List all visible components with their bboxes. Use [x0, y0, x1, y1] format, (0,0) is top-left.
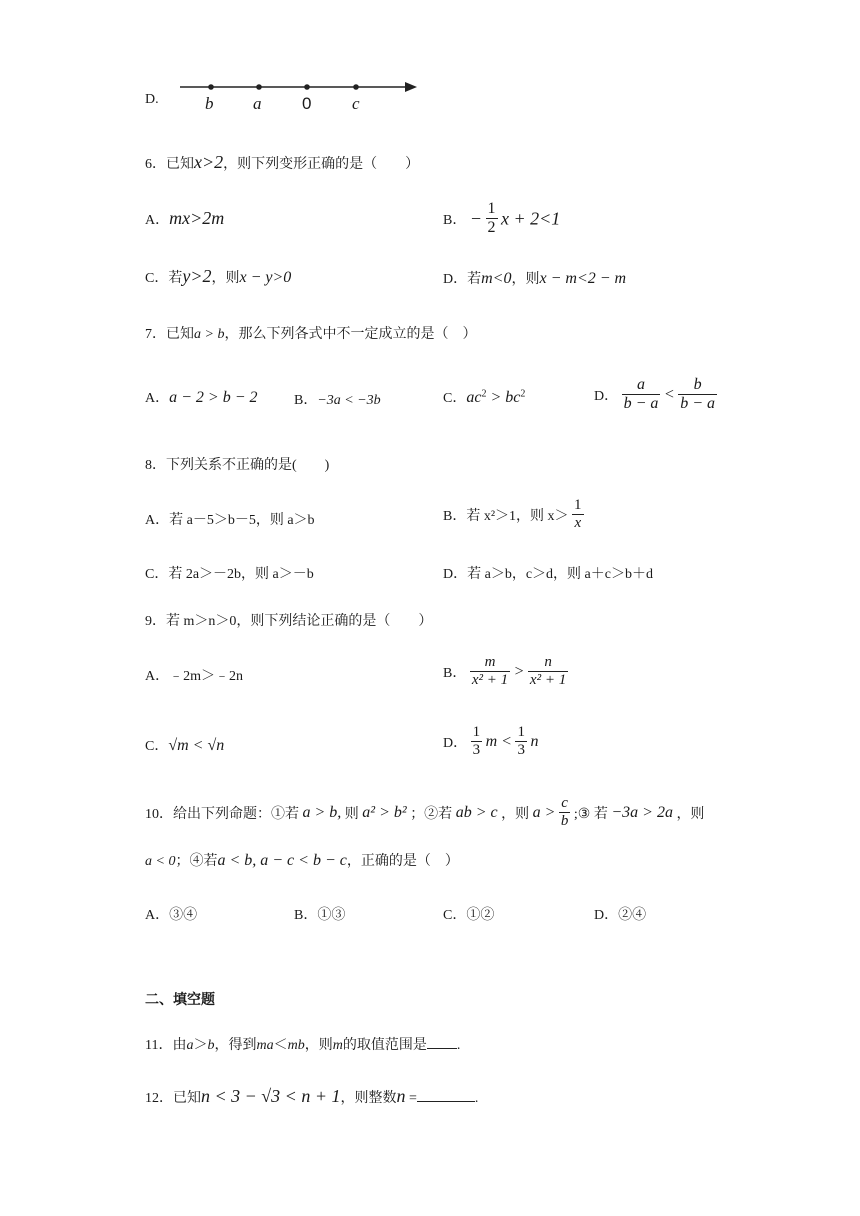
- q12-answer-blank[interactable]: [417, 1087, 475, 1102]
- q6-stem: 6．已知x>2，则下列变形正确的是（ ）: [145, 152, 420, 172]
- q10-option-a: A．③④: [145, 908, 198, 923]
- q9-stem: 9．若 m＞n＞0，则下列结论正确的是（ ）: [145, 614, 433, 629]
- q6-option-d: D．若m<0，则x − m<2 − m: [443, 270, 627, 287]
- q5-option-d-label: D.: [145, 92, 159, 107]
- q9-option-b: B． $\frac{m}{\text{x² + 1}}$ > $\frac{n}{\text{x² + 1}}$: [443, 654, 567, 689]
- number-line-point-a: [256, 84, 262, 90]
- q10-option-d: D．②④: [594, 908, 647, 923]
- q11-answer-blank[interactable]: [427, 1034, 457, 1049]
- q7-option-c: C．$ac^2 > bc^2$: [443, 388, 526, 406]
- q10-stem-line2: a < 0；④若a < b, a − c < b − c，正确的是（ ）: [145, 852, 459, 869]
- q10-stem-line1: 10．给出下列命题：①若 a > b, 则 a² > b² ；②若 ab > c ，则 a > $\frac{c}{b}$ ;③ 若 −3a > 2a ，则: [145, 795, 705, 830]
- section-title-fill-in: 二、填空题: [145, 991, 215, 1007]
- number-line-label-b: b: [205, 94, 214, 113]
- q8-stem: 8．下列关系不正确的是( ): [145, 458, 330, 473]
- number-line-point-0: [304, 84, 310, 90]
- q7-option-b: B．−3a < −3b: [294, 393, 381, 408]
- q8-option-c: C．若 2a＞－2b，则 a＞－b: [145, 567, 314, 582]
- q10-option-b: B．①③: [294, 908, 346, 923]
- q7-option-d: D． $\frac{a}{b - a}$ < $\frac{b}{b - a}$: [594, 376, 716, 413]
- q8-option-b: B．若 x²＞1，则 x＞ $\frac{1}{x}$: [443, 497, 582, 532]
- q10-option-c: C．①②: [443, 908, 495, 923]
- q9-option-c: C．√m < √n: [145, 737, 225, 754]
- number-line-label-a: a: [253, 94, 262, 113]
- q9-option-a: A．﹣2m＞﹣2n: [145, 669, 243, 684]
- q8-option-d: D．若 a＞b，c＞d，则 a＋c＞b＋d: [443, 567, 653, 582]
- q8-option-a: A．若 a－5＞b－5，则 a＞b: [145, 513, 315, 528]
- q9-option-d: D． $\frac{1}{3}$ m < $\frac{1}{3}$ n: [443, 724, 539, 759]
- q6-option-b: B． − $\frac{1}{2}$ x + 2<1: [443, 200, 561, 237]
- q11-stem: 11．由a＞b，得到ma＜mb，则m的取值范围是 .: [145, 1034, 460, 1054]
- q6-option-a: A．mx>2m: [145, 208, 225, 228]
- q12-stem: 12．已知n < 3 − √3 < n + 1，则整数n = .: [145, 1086, 479, 1106]
- q7-option-a: A．a − 2 > b − 2: [145, 389, 258, 406]
- q7-stem: 7．已知a > b，那么下列各式中不一定成立的是（ ）: [145, 327, 477, 342]
- number-line-arrow: [405, 82, 417, 92]
- number-line-point-c: [353, 84, 359, 90]
- number-line-label-0: 0: [302, 94, 312, 113]
- number-line-point-b: [208, 84, 214, 90]
- number-line-label-c: c: [352, 94, 360, 113]
- q6-option-c: C．若y>2，则x − y>0: [145, 266, 292, 286]
